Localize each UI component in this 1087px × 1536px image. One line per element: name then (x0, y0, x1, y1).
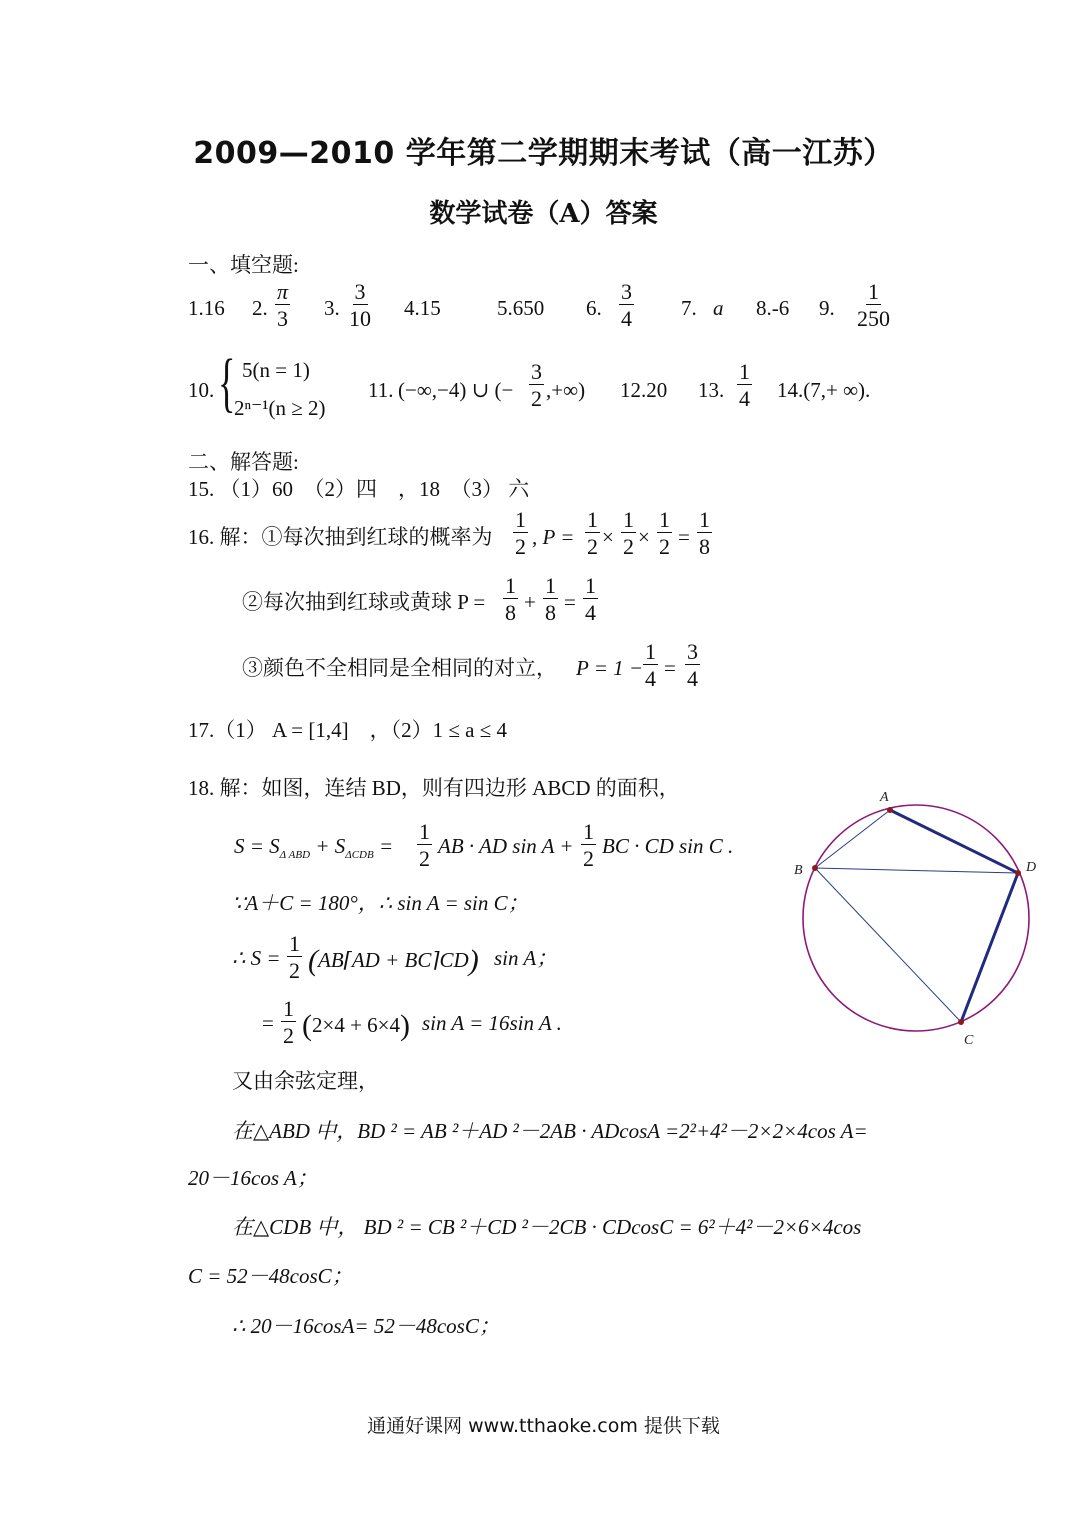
s-sub-cdb: ΔCDB (345, 849, 374, 862)
segment-ab (815, 810, 890, 868)
q18-half-2 (581, 820, 596, 870)
q18-s2-half (287, 932, 302, 982)
num: 1 (505, 573, 516, 598)
q18-s3-end: sin A = 16sin A . (422, 1011, 562, 1035)
left-paren: ( (308, 944, 318, 977)
right-paren: ) (468, 944, 479, 977)
q18-s2-prefix: ∴ S = (232, 946, 281, 970)
answer-13-label: 13. (698, 378, 725, 402)
q18-triangle-cdb-cont: C = 52－48cosC； (188, 1264, 353, 1288)
s-label: S = S (234, 834, 280, 858)
answer-2-numerator: π (277, 279, 289, 304)
answer-6-label: 6. (586, 296, 602, 320)
q18-s2-body: AB⌈AD + BC⌉CD (318, 948, 469, 972)
label-d: D (1026, 860, 1037, 875)
q18-s3-eq: = (262, 1011, 274, 1035)
answer-3-numerator: 3 (354, 279, 366, 304)
num: 1 (659, 507, 670, 532)
s-sub-abd: Δ ABD (279, 849, 311, 862)
fill-row-2 (188, 346, 908, 426)
q16-part-3-frac-2 (685, 640, 700, 690)
den: 8 (545, 600, 556, 626)
q18-term-2: BC · CD sin C . (602, 834, 734, 858)
q16-part-2-frac-3 (583, 574, 598, 624)
right-paren: ) (400, 1009, 411, 1042)
answer-11-numerator: 3 (531, 359, 542, 384)
num: 1 (587, 507, 598, 532)
answer-6-numerator: 3 (621, 279, 632, 304)
answer-2-label: 2. (252, 296, 268, 320)
den: 8 (699, 534, 710, 560)
section-solutions: 二、解答题: (188, 450, 299, 474)
den: 2 (623, 534, 634, 560)
q18-s3-bracket (302, 1011, 410, 1041)
answer-7-value: a (713, 296, 724, 320)
num: 1 (283, 996, 294, 1021)
den: 2 (419, 846, 430, 872)
answer-10-case-1: 5(n = 1) (242, 358, 310, 382)
question-15-answer: 15. （1）60 （2）四 ，18 （3） 六 (188, 477, 530, 501)
q18-term-1: AB · AD sin A + (438, 834, 574, 858)
num: 1 (289, 931, 300, 956)
q16-part-2-equals: = (564, 590, 576, 614)
answer-11-fraction (529, 360, 544, 410)
q16-frac-1 (513, 508, 528, 558)
question-16-line-3 (242, 640, 722, 700)
answer-11-label: 11. (368, 378, 394, 402)
answer-12: 12.20 (620, 378, 668, 402)
den: 2 (583, 846, 594, 872)
q16-p-eq: , P = (532, 525, 575, 549)
q18-s-eq (234, 836, 393, 861)
num: 1 (545, 573, 556, 598)
q18-triangle-abd-cont: 20－16cos A； (188, 1166, 318, 1190)
question-16-line-2 (242, 574, 662, 634)
answer-2-denominator: 3 (277, 306, 289, 332)
answer-4: 4.15 (404, 296, 441, 320)
num: 1 (515, 507, 526, 532)
num: 1 (645, 639, 656, 664)
answer-13-fraction (737, 360, 752, 410)
den: 2 (289, 958, 300, 984)
point-a (887, 807, 893, 813)
q16-part-2-frac-1 (503, 574, 518, 624)
answer-7-label: 7. (681, 296, 697, 320)
page-subtitle: 数学试卷（A）答案 (429, 199, 658, 229)
answer-3-fraction (347, 280, 373, 330)
q18-s3-half (281, 997, 296, 1047)
cyclic-quadrilateral-figure (780, 780, 1050, 1060)
q16-times-2: × (638, 525, 650, 549)
q18-s-value (262, 997, 662, 1053)
question-17-answer: 17.（1） A = [1,4] ，（2）1 ≤ a ≤ 4 (188, 718, 507, 742)
den: 8 (505, 600, 516, 626)
answer-5: 5.650 (497, 296, 545, 320)
q18-cosine-intro: 又由余弦定理， (232, 1069, 379, 1093)
q16-part-3-text: ③颜色不全相同是全相同的对立， (242, 656, 557, 680)
num: 1 (623, 507, 634, 532)
answer-9-numerator: 1 (868, 279, 879, 304)
q18-s2-bracket (308, 946, 479, 976)
q18-area-formula (234, 820, 754, 876)
q16-frac-5 (697, 508, 712, 558)
den: 2 (659, 534, 670, 560)
point-c (958, 1019, 964, 1025)
answer-14: 14.(7,+ ∞). (777, 378, 871, 402)
question-16-line-1 (188, 508, 748, 568)
q16-part-2-text: ②每次抽到红球或黄球 P = (242, 590, 486, 614)
q18-s2-end: sin A； (494, 946, 558, 970)
q16-part-2-frac-2 (543, 574, 558, 624)
label-a: A (880, 790, 889, 805)
label-b: B (794, 863, 803, 878)
num: 1 (419, 819, 430, 844)
answer-13-numerator: 1 (739, 359, 750, 384)
answer-9-fraction (855, 280, 892, 330)
question-18-intro: 18. 解：如图，连结 BD，则有四边形 ABCD 的面积， (188, 776, 680, 800)
q18-triangle-abd: 在△ABD 中，BD ² = AB ²＋AD ²－2AB · ADcosA =2²+4²－2×2×4cos A= (232, 1119, 868, 1143)
den: 4 (645, 666, 656, 692)
section-fill-in: 一、填空题: (188, 253, 299, 277)
num: 1 (585, 573, 596, 598)
q16-frac-2 (585, 508, 600, 558)
q16-part-3-equals: = (664, 656, 676, 680)
answer-11-right: ,+∞) (546, 378, 586, 402)
page-footer: 通通好课网 www.tthaoke.com 提供下载 (367, 1415, 720, 1437)
q16-part-2-plus: + (524, 590, 536, 614)
q16-part-3-frac-1 (643, 640, 658, 690)
q16-frac-4 (657, 508, 672, 558)
den: 4 (585, 600, 596, 626)
answer-2-fraction (275, 280, 290, 330)
page-title: 2009—2010 学年第二学期期末考试（高一江苏） (193, 136, 894, 171)
answer-6-denominator: 4 (621, 306, 632, 332)
num: 3 (687, 639, 698, 664)
q16-part-3-p: P = 1 − (576, 656, 644, 680)
answer-6-fraction (619, 280, 634, 330)
left-paren: ( (302, 1009, 312, 1042)
q18-s-simplified (232, 932, 632, 988)
q16-equals: = (678, 525, 690, 549)
num: 1 (583, 819, 594, 844)
den: 2 (587, 534, 598, 560)
equals: = (373, 834, 394, 858)
den: 2 (283, 1023, 294, 1049)
q16-times-1: × (602, 525, 614, 549)
answer-10-label: 10. (188, 378, 215, 402)
circumcircle (803, 805, 1029, 1031)
answer-10-piecewise (218, 346, 348, 426)
den: 4 (687, 666, 698, 692)
q18-triangle-cdb: 在△CDB 中， BD ² = CB ²＋CD ²－2CB · CDcosC = 6²＋4²－2×6×4cos (232, 1215, 862, 1239)
q18-because-line: ∵A＋C = 180°，∴ sin A = sin C； (232, 891, 529, 915)
q16-intro: 16. 解：①每次抽到红球的概率为 (188, 525, 493, 549)
den: 2 (515, 534, 526, 560)
q18-half-1 (417, 820, 432, 870)
answer-3-label: 3. (324, 296, 340, 320)
answer-11-left: (−∞,−4) ∪ (− (398, 378, 514, 402)
q18-s3-body: 2×4 + 6×4 (312, 1013, 401, 1037)
q18-final-equation: ∴ 20－16cosA= 52－48cosC； (232, 1314, 500, 1338)
answer-10-case-2: 2ⁿ⁻¹(n ≥ 2) (234, 396, 326, 420)
q16-frac-3 (621, 508, 636, 558)
plus-s: + S (310, 834, 346, 858)
answer-8: 8.-6 (756, 296, 790, 320)
answer-13-denominator: 4 (739, 386, 750, 412)
answer-1: 1.16 (188, 296, 225, 320)
answer-11-denominator: 2 (531, 386, 542, 412)
segment-dc (961, 873, 1018, 1022)
num: 1 (699, 507, 710, 532)
answer-3-denominator: 10 (349, 306, 371, 332)
answer-9-denominator: 250 (857, 306, 890, 332)
answer-9-label: 9. (819, 296, 835, 320)
label-c: C (964, 1033, 974, 1048)
segment-bd (815, 868, 1018, 873)
brace-symbol: { (218, 346, 236, 419)
point-d (1015, 870, 1021, 876)
point-b (812, 865, 818, 871)
